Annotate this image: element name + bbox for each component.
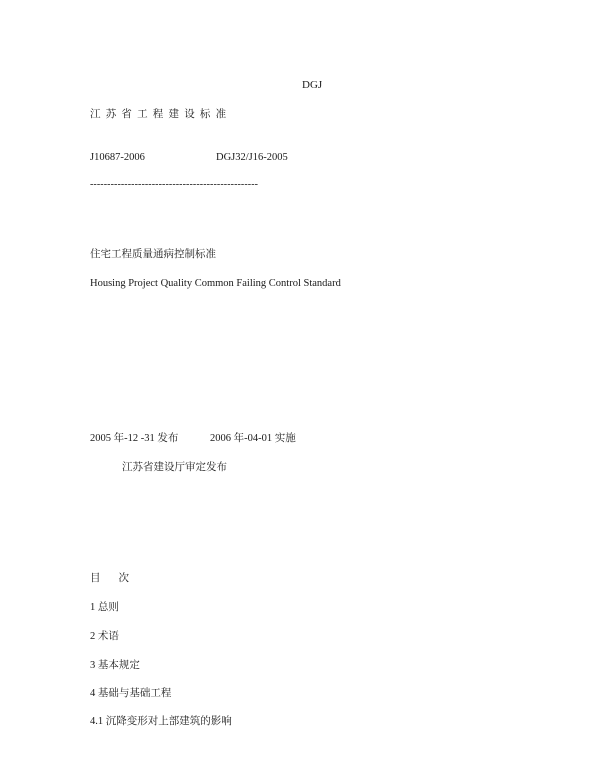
toc-heading-left: 目 [90, 573, 101, 584]
issuer-title: 江苏省工程建设标准 [90, 109, 232, 120]
toc-item[interactable]: 4 基础与基础工程 [90, 688, 172, 699]
publish-date: 2005 年-12 -31 发布 [90, 433, 179, 444]
toc-heading [90, 572, 129, 585]
approval-authority: 江苏省建设厅审定发布 [122, 462, 227, 473]
toc-item[interactable]: 4.1 沉降变形对上部建筑的影响 [90, 716, 232, 727]
toc-item[interactable]: 2 术语 [90, 631, 119, 642]
toc-item[interactable]: 1 总则 [90, 602, 119, 613]
standard-code: DGJ32/J16-2005 [216, 152, 288, 163]
document-title-english: Housing Project Quality Common Failing Control Standard [90, 278, 341, 289]
implementation-date: 2006 年-04-01 实施 [210, 433, 296, 444]
divider-line: ------------------------------------------------- [90, 179, 259, 190]
toc-heading-right: 次 [118, 573, 129, 584]
standard-code-mark: DGJ [302, 79, 323, 91]
record-number: J10687-2006 [90, 152, 145, 163]
toc-item[interactable]: 3 基本规定 [90, 660, 140, 671]
document-title-chinese: 住宅工程质量通病控制标准 [90, 249, 216, 260]
